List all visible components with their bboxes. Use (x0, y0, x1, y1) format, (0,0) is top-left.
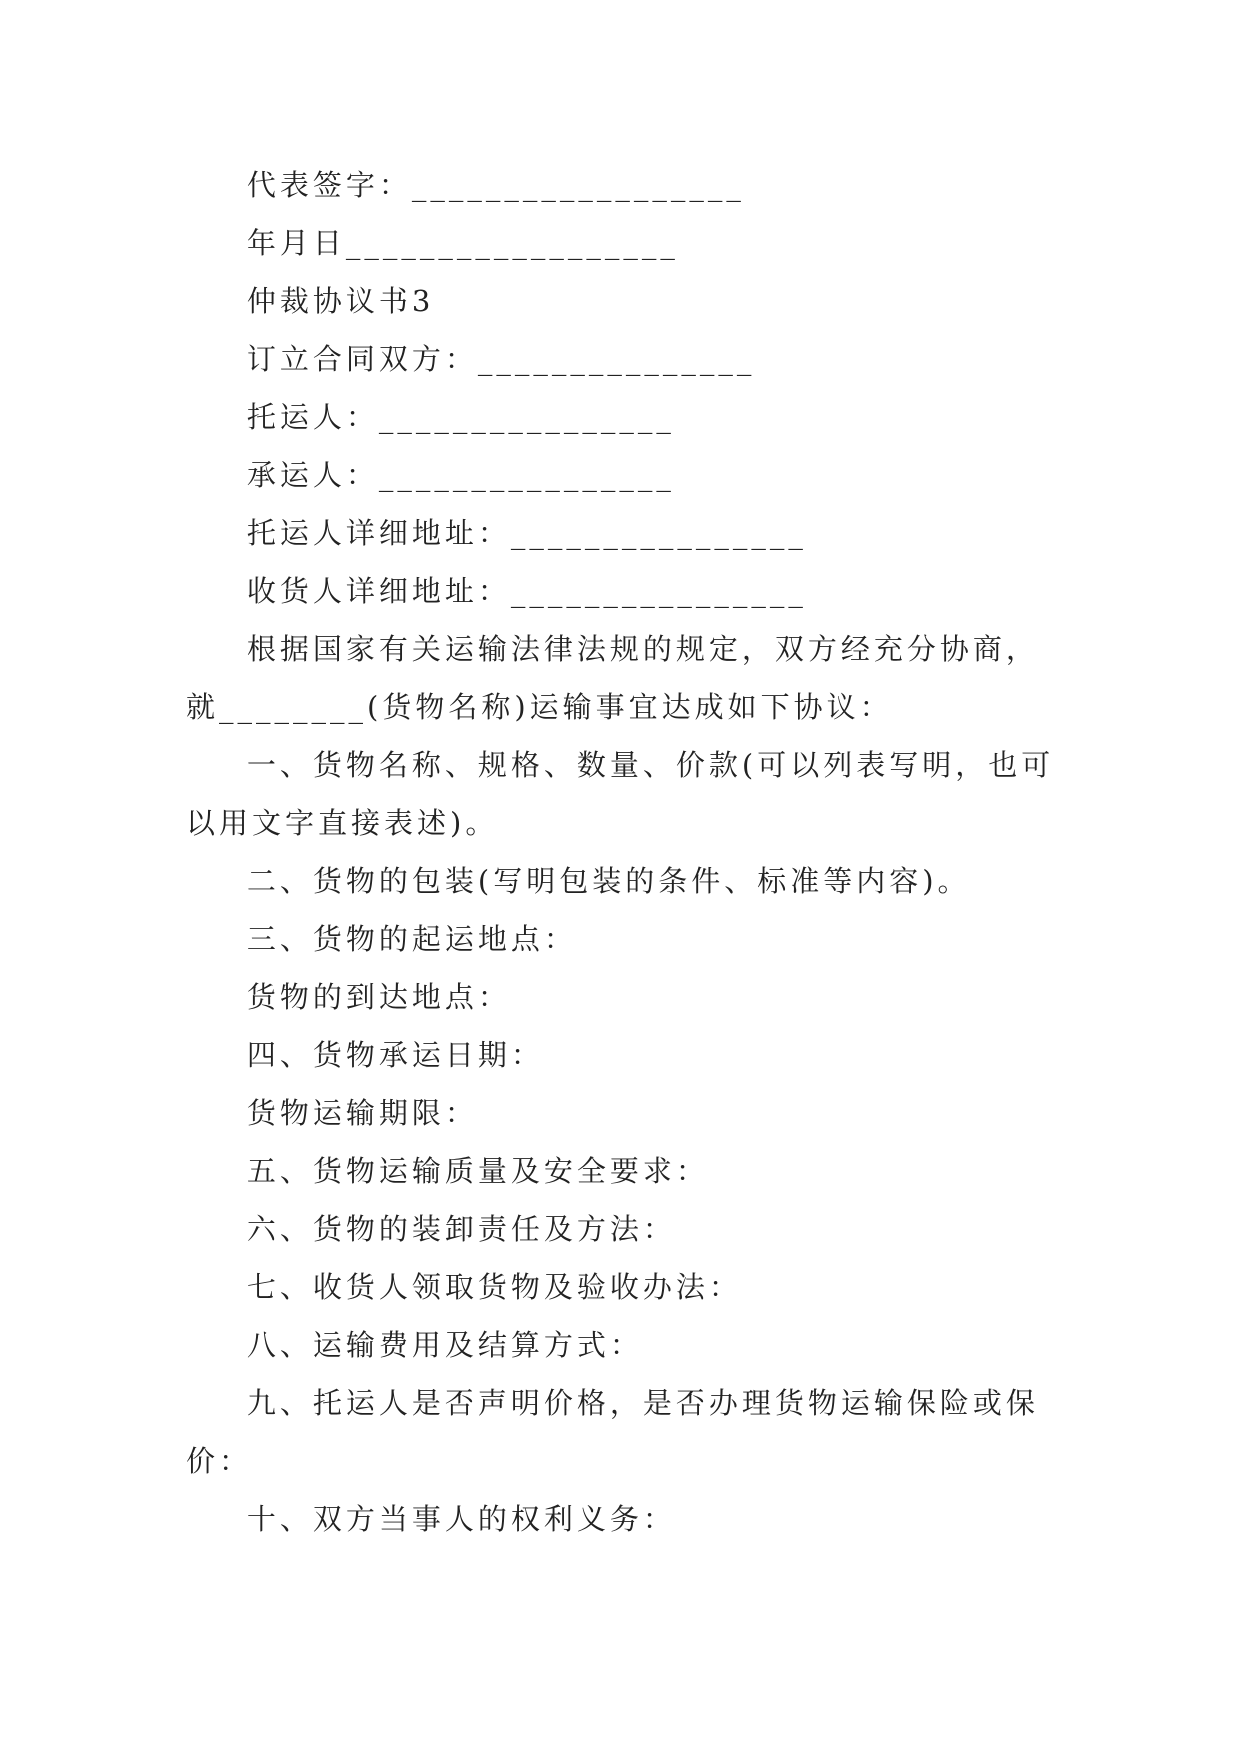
clause-3-arrival: 货物的到达地点： (246, 980, 511, 1014)
shipper-address-line: 托运人详细地址：________________ (246, 516, 807, 550)
clause-3: 三、货物的起运地点： (246, 922, 577, 956)
contract-parties-line: 订立合同双方：_______________ (246, 342, 756, 376)
consignee-address-line: 收货人详细地址：________________ (246, 574, 807, 608)
clause-6: 六、货物的装卸责任及方法： (246, 1212, 676, 1246)
clause-4-period: 货物运输期限： (246, 1096, 478, 1130)
document-body (186, 156, 1056, 1548)
clause-8: 八、运输费用及结算方式： (246, 1328, 643, 1362)
clause-4: 四、货物承运日期： (246, 1038, 544, 1072)
clause-2: 二、货物的包装(写明包装的条件、标准等内容)。 (246, 864, 971, 898)
section-title: 仲裁协议书3 (246, 284, 435, 318)
representative-signature-line: 代表签字：__________________ (246, 168, 745, 202)
shipper-line: 托运人：________________ (246, 400, 675, 434)
clause-1: 一、货物名称、规格、数量、价款(可以列表写明，也可以用文字直接表述)。 (186, 748, 1055, 840)
date-line: 年月日__________________ (246, 226, 679, 260)
clause-5: 五、货物运输质量及安全要求： (246, 1154, 709, 1188)
clause-10: 十、双方当事人的权利义务： (246, 1502, 676, 1536)
clause-7: 七、收货人领取货物及验收办法： (246, 1270, 742, 1304)
carrier-line: 承运人：________________ (246, 458, 675, 492)
intro-paragraph: 根据国家有关运输法律法规的规定，双方经充分协商，就________(货物名称)运输事宜达成如下协议： (186, 632, 1039, 724)
clause-9: 九、托运人是否声明价格，是否办理货物运输保险或保价： (186, 1386, 1039, 1478)
